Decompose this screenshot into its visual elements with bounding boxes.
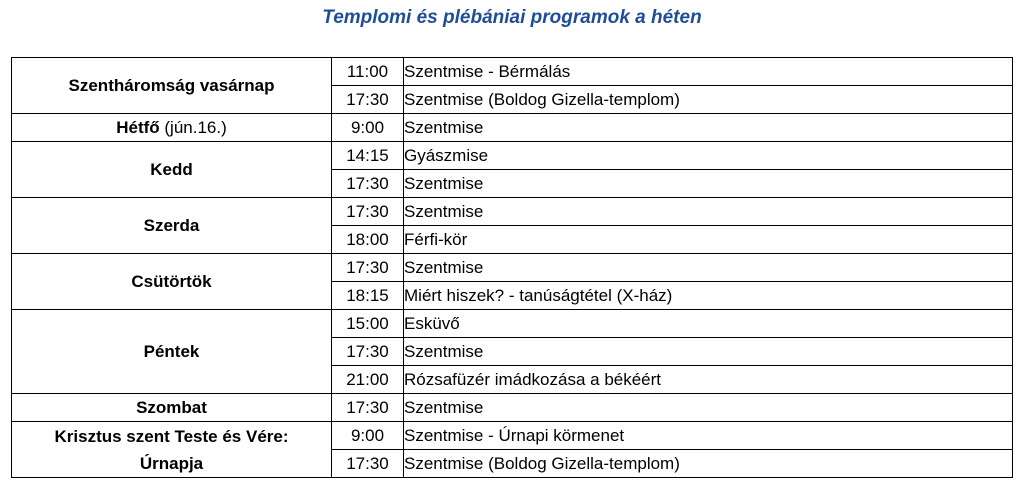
table-row [12, 114, 1013, 142]
time-cell: 9:00 [332, 114, 404, 142]
event-cell: Szentmise [404, 114, 1013, 142]
day-cell [12, 254, 332, 310]
time-cell: 17:30 [332, 338, 404, 366]
table-row [12, 310, 1013, 338]
event-cell: Szentmise [404, 170, 1013, 198]
table-row [12, 394, 1013, 422]
event-cell: Szentmise - Bérmálás [404, 58, 1013, 86]
event-cell: Szentmise [404, 394, 1013, 422]
time-cell: 17:30 [332, 86, 404, 114]
table-row [12, 254, 1013, 282]
day-name-line2: Úrnapja [139, 453, 204, 473]
event-cell: Rózsafüzér imádkozása a békéért [404, 366, 1013, 394]
event-cell: Szentmise [404, 254, 1013, 282]
day-cell [12, 422, 332, 478]
event-cell: Gyászmise [404, 142, 1013, 170]
day-name: Kedd [150, 160, 193, 179]
day-cell [12, 394, 332, 422]
time-cell: 9:00 [332, 422, 404, 450]
schedule-table [11, 57, 1013, 478]
time-cell: 17:30 [332, 198, 404, 226]
day-cell [12, 114, 332, 142]
table-row [12, 198, 1013, 226]
event-cell: Szentmise (Boldog Gizella-templom) [404, 86, 1013, 114]
time-cell: 11:00 [332, 58, 404, 86]
day-cell [12, 142, 332, 198]
event-cell: Esküvő [404, 310, 1013, 338]
event-cell: Szentmise [404, 338, 1013, 366]
event-cell: Miért hiszek? - tanúságtétel (X-ház) [404, 282, 1013, 310]
day-note: (jún.16.) [159, 118, 227, 137]
time-cell: 17:30 [332, 450, 404, 478]
day-name: Szombat [136, 398, 207, 417]
day-name: Krisztus szent Teste és Vére: [54, 426, 289, 446]
day-cell [12, 310, 332, 394]
day-name: Szerda [143, 216, 200, 235]
time-cell: 14:15 [332, 142, 404, 170]
time-cell: 21:00 [332, 366, 404, 394]
time-cell: 15:00 [332, 310, 404, 338]
day-name: Péntek [143, 342, 200, 361]
event-cell: Szentmise (Boldog Gizella-templom) [404, 450, 1013, 478]
table-row [12, 142, 1013, 170]
time-cell: 17:30 [332, 254, 404, 282]
day-cell [12, 58, 332, 114]
day-name: Hétfő [116, 118, 160, 137]
table-row [12, 422, 1013, 450]
time-cell: 18:00 [332, 226, 404, 254]
time-cell: 17:30 [332, 170, 404, 198]
time-cell: 17:30 [332, 394, 404, 422]
table-row [12, 58, 1013, 86]
day-cell [12, 198, 332, 254]
page-title: Templomi és plébániai programok a héten [322, 7, 702, 28]
day-name: Csütörtök [131, 272, 212, 291]
event-cell: Férfi-kör [404, 226, 1013, 254]
day-name: Szentháromság vasárnap [68, 76, 275, 95]
event-cell: Szentmise - Úrnapi körmenet [404, 422, 1013, 450]
time-cell: 18:15 [332, 282, 404, 310]
event-cell: Szentmise [404, 198, 1013, 226]
